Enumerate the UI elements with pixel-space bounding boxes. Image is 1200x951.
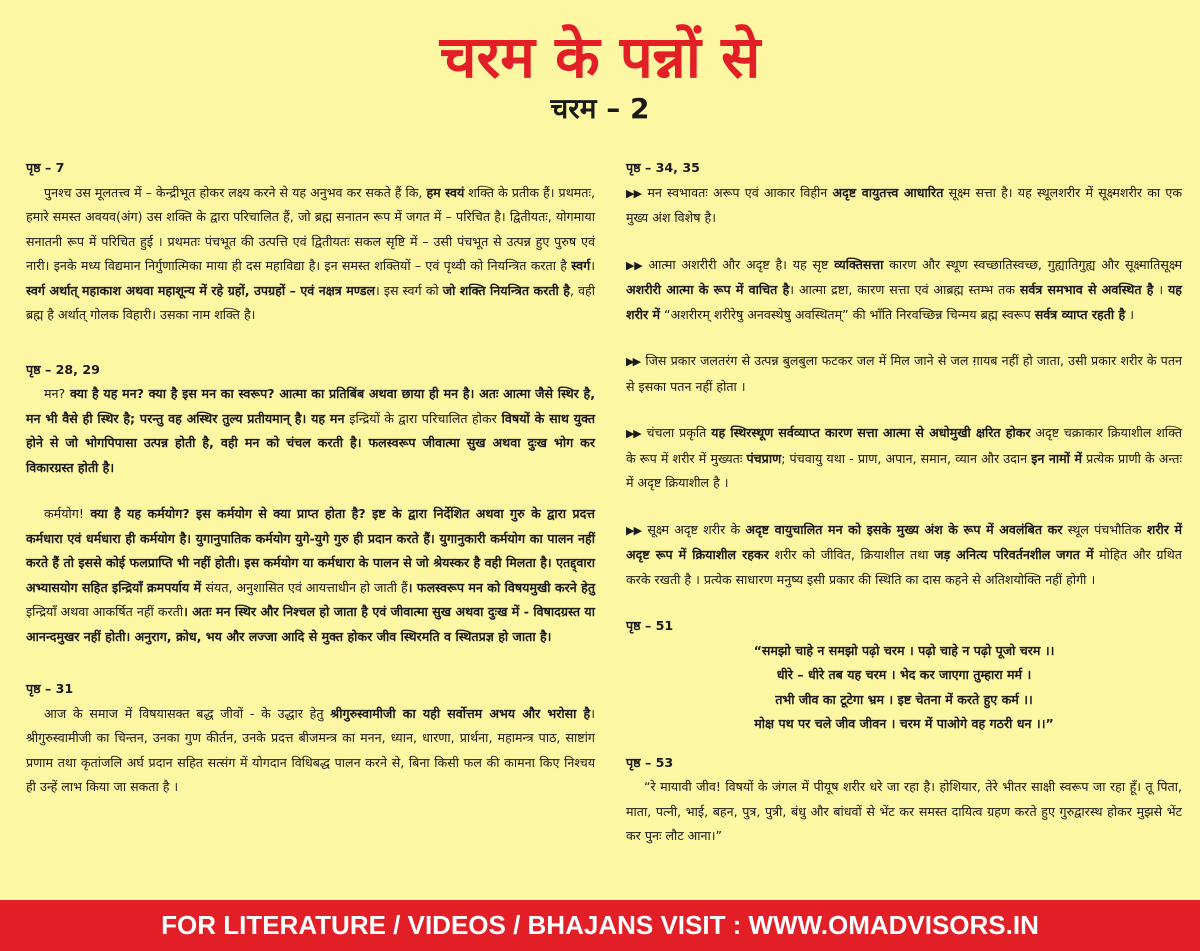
bold-text: श्रीगुरुस्वामीजी का यही सर्वोत्तम अभय और भरोसा है [330,705,591,721]
bullet-point [626,421,1182,496]
text-run: । [1125,306,1135,322]
text-run: कारण और स्थूण स्वच्छातिस्वच्छ, गुह्यातिगुह्य और सूक्ष्मातिसूक्ष्म [883,256,1182,272]
verse-line: मोक्ष पथ पर चले जीव जीवन । चरम में पाओगे वह गठरी धन ।।” [754,716,1054,731]
text-run: स्थूल पंचभौतिक [1062,521,1147,537]
bold-text: व्यक्तिसत्ता [834,256,884,272]
double-arrow-icon: ▶▶ [626,186,642,200]
text-run: “अशरीरम् शरीरेषु अनवस्थेषु अवस्थितम्” की भाँति निरवच्छिन्न चिन्मय ब्रह्म स्वरूप [660,306,1035,322]
bold-text: विषयों के साथ युक्त होने से जो भोगपिपासा उत्पन्न होती है, वही मन को चंचल करती है। फलस्वरूप जीवात्मा सुख अथवा दुःख भोग कर विकारग्रस्त होती है। [26,410,595,475]
bullet-point [626,349,1182,399]
text-run: सूक्ष्म अदृष्ट शरीर के [647,521,746,537]
bullet-point [626,518,1182,593]
bold-text: स्वर्ग अर्थात् महाकाश अथवा महाशून्य में रहे ग्रहों, उपग्रहों – एवं नक्षत्र मण्डल [26,282,375,298]
double-arrow-icon: ▶▶ [626,355,640,368]
section-heading: पृष्ठ – 28, 29 [26,361,100,377]
bold-text: । फलस्वरूप मन को विषयमुखी करने हेतु [407,579,596,595]
paragraph [26,702,595,800]
verse-block [626,639,1182,737]
bold-text: सर्वत्र समभाव से अवस्थित है [1019,282,1154,297]
section-heading: पृष्ठ – 7 [26,160,65,175]
paragraph: “रे मायावी जीव! विषयों के जंगल में पीयूष शरीर धरे जा रहा है। होशियार, तेरे भीतर साक्षी स्वरूप जा रहा हूँ। तू पिता, माता, पत्नी, भाई, बहन, पुत्र, पुत्री, बंधु और बांधवों से भेंट कर समस्त दायित्व ग्रहण करते हुए गुरुद्वारस्थ होकर मुझसे भेंट कर पुनः लौट आना।” [626,779,1182,843]
bold-text: हम स्वयं [426,184,465,200]
bold-text: क्या है यह मन? क्या है इस मन का स्वरूप? आत्मा का प्रतिबिंब अथवा छाया ही मन है। अतः आत्मा जैसे स्थिर है, मन भी वैसे ही स्थिर है; परन्तु वह अस्थिर तुल्य प्रतीयमान् है। यह मन [26,386,595,426]
paragraph [26,382,595,480]
verse-line: तभी जीव का टूटेगा भ्रम । इष्ट चेतना में करते हुए कर्म ।। [775,691,1033,707]
text-run: अदृष्ट चक्राकार क्रियाशील शक्ति के रूप में शरीर में मुख्यतः [626,425,1182,466]
text-run: ; पंचवायु यथा - प्राण, अपान, समान, व्यान और उदान [781,450,1032,466]
paragraph [26,502,595,649]
text-run: मोहित और ग्रथित करके रखती है । प्रत्येक साधारण मनुष्य इसी प्रकार की स्थिति का दास कहने से अतिशयोक्ति नहीं होगी । [626,547,1182,587]
text-run: मन स्वभावतः अरूप एवं आकार विहीन [647,184,833,200]
double-arrow-icon: ▶▶ [626,523,642,537]
bold-text: स्वर्ग [571,258,591,273]
bold-text: शरीर में अदृष्ट रूप में क्रियाशील रहकर [626,521,1183,562]
text-run: इन्द्रियाँ अथवा आकर्षित नहीं करती [26,604,184,619]
page-title: चरम के पन्नों से [439,23,761,91]
text-run: । श्रीगुरुस्वामीजी का चिन्तन, उनका गुण कीर्तन, उनके प्रदत्त बीजमन्त्र का मनन, ध्यान, धारणा, प्रार्थना, महामन्त्र पाठ, साष्टांग प्रणाम तथा कृतांजलि अर्घ प्रदान सहित सत्संग में योगदान विधिबद्ध पालन करने से, बिना किसी फल की कामना किए निश्चय ही उन्हें लाभ किया जा सकता है । [26,705,595,794]
bold-text: अशरीरी आत्मा के रूप में वाचित है [626,282,790,297]
page-subtitle: चरम – 2 [550,92,650,125]
text-run: सूक्ष्म सत्ता है। यह स्थूलशरीर में सूक्ष्मशरीर का एक मुख्य अंश विशेष है। [626,184,1183,225]
bold-text: यह शरीर में [626,282,1182,322]
text-run: । [1153,282,1168,297]
text-run: इन्द्रियों के द्वारा परिचालित होकर [349,410,497,426]
text-run: शरीर को जीवित, क्रियाशील तथा [768,547,935,562]
bold-text: अदृष्ट वायुचालित मन को इसके मुख्य अंश के रूप में अवलंबित कर [745,521,1063,537]
text-run: मन? [44,386,66,401]
text-run: संयत, अनुशासित एवं आयत्ताधीन हो जाती हैं [205,579,408,595]
bullet-point [626,181,1182,231]
text-run: कर्मयोग! [44,506,84,521]
text-run: चंचला प्रकृति [646,425,712,440]
right-column [626,150,1182,849]
text-run: शक्ति के प्रतीक हैं। प्रथमतः, हमारे समस्त अवयव(अंग) उस शक्ति के द्वारा परिचालित हैं, जो ब्रह्म सनातन रूप में जगत में – परिचित है। द्वितीयतः, योगमाया सनातनी रूप में परिचित हुई । प्रथमतः पंचभूत की उत्पत्ति एवं द्वितीयतः सकल सृष्टि में – उसी पंचभूत से उत्पन्न हुए पुरुष एवं नारी। इनके मध्य विद्यमान निर्गुणात्मिका माया ही दस महाविद्या है। इन समस्त शक्तियों – एवं पृथ्वी को नियन्त्रित करता है [26,184,595,273]
verse-line: धीरे – धीरे तब यह चरम । भेद कर जाएगा तुम्हारा मर्म । [776,667,1032,682]
bold-text: इन नामों में [1031,450,1082,466]
section-heading: पृष्ठ – 51 [626,618,674,633]
bold-text: पंचप्राण [746,450,782,466]
bold-text: क्या है यह कर्मयोग? इस कर्मयोग से क्या प्राप्त होता है? इष्ट के द्वारा निर्देशित अथवा गुरु के द्वारा प्रदत्त कर्मधारा एवं धर्मधारा ही कर्मयोग है। युगानुपातिक कर्मयोग युगे-युगे गुरु ही प्रदान करते हैं। युगानुकारी कर्मयोग का पालन नहीं करते हैं तो इससे कोई फलप्राप्ति भी नहीं होती। इस कर्मयोग या कर्मधारा के पालन से जो श्रेयस्कर है वही मिलता है। एतद्द्वारा अभ्यासयोग सहित इन्द्रियाँ क्रमपर्याय में [26,506,595,595]
left-column [26,150,595,800]
text-run: प्रत्येक प्राणी के अन्तः में अदृष्ट क्रियाशील है । [626,450,1182,490]
bold-text: जो शक्ति नियन्त्रित करती है [442,282,570,298]
footer-banner: FOR LITERATURE / VIDEOS / BHAJANS VISIT : WWW.OMADVISORS.IN [0,900,1200,951]
text-run: पुनश्च उस मूलतत्त्व में – केन्द्रीभूत होकर लक्ष्य करने से यह अनुभव कर सकते हैं कि, [44,184,427,200]
text-run: जिस प्रकार जलतरंग से उत्पन्न बुलबुला फटकर जल में मिल जाने से जल ग़ायब नहीं हो जाता, उसी प्रकार शरीर के पतन से इसका पतन नहीं होता । [626,353,1183,394]
bold-text: अदृष्ट वायुतत्त्व आधारित [832,184,944,200]
section-heading: पृष्ठ – 31 [26,681,74,696]
text-run: । आत्मा द्रष्टा, कारण सत्ता एवं आब्रह्म स्तम्भ तक [789,282,1020,297]
text-run: । [590,258,595,273]
text-run: । इस स्वर्ग को [375,282,443,298]
double-arrow-icon: ▶▶ [626,427,641,440]
section-heading: पृष्ठ – 53 [626,754,674,770]
bold-text: जड़ अनित्य परिवर्तनशील जगत में [934,547,1094,562]
section-heading: पृष्ठ – 34, 35 [626,160,700,175]
verse-line: “समझो चाहे न समझो पढ़ो चरम । पढ़ो चाहे न पढ़ो पूजो चरम ।। [753,642,1055,658]
bold-text: । अतः मन स्थिर और निश्चल हो जाता है एवं जीवात्मा सुख अथवा दुःख में - विषादग्रस्त या आनन्दमुखर नहीं होती। अनुराग, क्रोध, भय और लज्जा आदि से मुक्त होकर जीव स्थिरमति व स्थितप्रज्ञ हो जाता है। [26,604,595,644]
bold-text: सर्वत्र व्याप्त रहती है [1034,306,1126,322]
text-run: आज के समाज में विषयासक्त बद्ध जीवों - के उद्धार हेतु [44,705,331,721]
bullet-point [626,253,1182,328]
double-arrow-icon: ▶▶ [626,258,643,272]
paragraph [26,181,595,328]
text-run: , वही ब्रह्म है अर्थात् गोलक विहारी। उसका नाम शक्ति है। [26,282,595,322]
text-run: आत्मा अशरीरी और अदृष्ट है। यह सृष्ट [648,256,835,272]
bold-text: यह स्थिरस्थूण सर्वव्याप्त कारण सत्ता आत्मा से अधोमुखी क्षरित होकर [711,425,1031,440]
